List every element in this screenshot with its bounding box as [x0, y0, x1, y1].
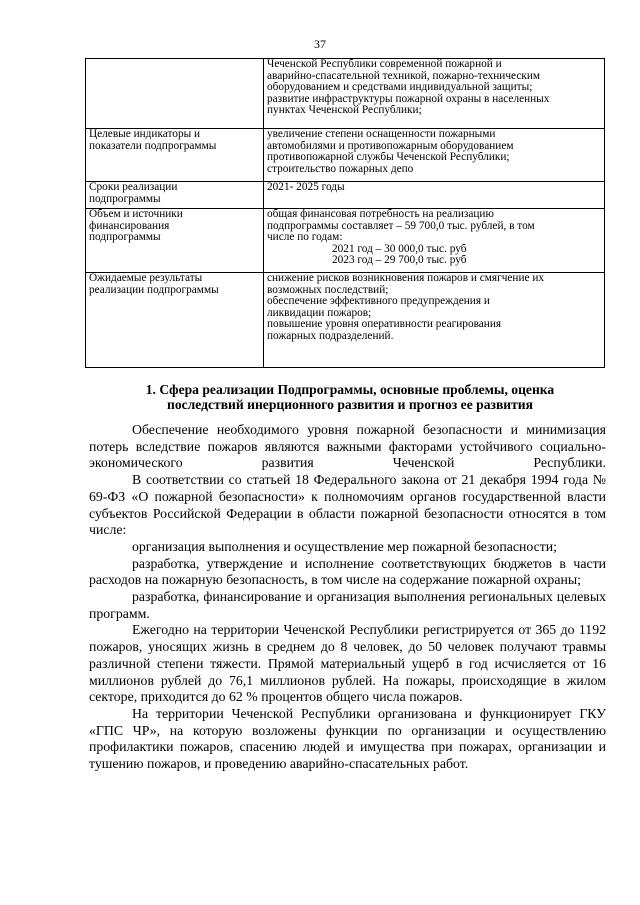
subprogram-passport-table [85, 58, 605, 368]
cell-text-line: автомобилями и противопожарным оборудованием [267, 140, 514, 152]
cell-text-line: обеспечение эффективного предупреждения и [267, 296, 490, 308]
cell-text-line: реализации подпрограммы [89, 284, 219, 296]
cell-text-line: пожарных подразделений. [267, 330, 394, 342]
table-row [86, 209, 605, 273]
cell-text-line: увеличение степени оснащенности пожарными [267, 129, 496, 140]
paragraph: организация выполнения и осуществление мер пожарной безопасности; [132, 538, 557, 554]
table-cell-value [264, 209, 605, 273]
paragraph: На территории Чеченской Республики организована и функционирует ГКУ «ГПС ЧР», на которую возложены функции по организации и осуществлению профилактики пожаров, спасению людей и имущества при пожарах, организации и тушению пожаров, и проведению аварийно-спасательных работ. [89, 705, 606, 772]
table-cell-value [264, 59, 605, 129]
cell-text-line: ликвидации пожаров; [267, 307, 372, 319]
cell-text-line: строительство пожарных депо [267, 163, 414, 175]
cell-text-line: числе по годам: [267, 232, 343, 244]
table-row [86, 273, 605, 368]
section-heading-line: последствий инерционного развития и прогноз ее развития [166, 396, 533, 412]
cell-text-line: финансирования [89, 220, 170, 232]
body-text [89, 422, 606, 773]
table-row [86, 59, 605, 129]
paragraph: Обеспечение необходимого уровня пожарной безопасности и минимизация потерь вследствие пожаров являются важными факторами устойчивого социально-экономического развития Чеченской Республики. [89, 422, 606, 471]
cell-text-line: Сроки реализации [89, 182, 178, 193]
cell-text-line: Объем и источники [89, 209, 183, 220]
table-cell-label [86, 209, 264, 273]
cell-text-line: повышение уровня оперативности реагирования [267, 319, 502, 331]
table-cell-label [86, 273, 264, 368]
paragraph: Ежегодно на территории Чеченской Республики регистрируется от 365 до 1192 пожаров, уносящих жизнь в среднем до 8 человек, до 50 человек получают травмы различной степени тяжести. Прямой материальный ущерб в год исчисляется от 16 миллионов рублей до 76,1 миллионов рублей. На пожары, происходящие в жилом секторе, приходится до 62 % процентов общего числа пожаров. [89, 622, 606, 705]
cell-text-line: Чеченской Республики современной пожарной и [267, 59, 502, 70]
cell-text-line: показатели подпрограммы [89, 140, 217, 152]
cell-text-line: подпрограммы [89, 232, 161, 244]
cell-text-line: Ожидаемые результаты [89, 273, 203, 284]
paragraph: разработка, утверждение и исполнение соответствующих бюджетов в части расходов на пожарную безопасность, в том числе на содержание пожарной охраны; [89, 555, 606, 588]
table-row [86, 129, 605, 182]
table-cell-label [86, 182, 264, 209]
cell-text-line: 2023 год – 29 700,0 тыс. руб [332, 255, 467, 267]
cell-text-line: Целевые индикаторы и [89, 129, 201, 140]
cell-text-line: подпрограммы [89, 193, 161, 205]
cell-text-line: общая финансовая потребность на реализацию [267, 209, 494, 220]
cell-text-line: снижение рисков возникновения пожаров и смягчение их [267, 273, 545, 284]
cell-text-line: противопожарной службы Чеченской Республики; [267, 152, 510, 164]
section-heading [90, 383, 610, 412]
table-row [86, 182, 605, 209]
page-number: 37 [314, 37, 326, 51]
section-heading-line: 1. Сфера реализации Подпрограммы, основные проблемы, оценка [145, 382, 555, 397]
cell-text-line: 2021 год – 30 000,0 тыс. руб [332, 243, 467, 255]
table-cell-label [86, 59, 264, 129]
paragraph: разработка, финансирование и организация выполнения региональных целевых программ. [89, 589, 606, 621]
table-cell-label [86, 129, 264, 182]
cell-text-line: подпрограммы составляет – 59 700,0 тыс. рублей, в том [267, 220, 535, 232]
table-cell-value [264, 273, 605, 368]
cell-text-line: развитие инфраструктуры пожарной охраны в населенных [267, 93, 550, 105]
cell-text-line: 2021- 2025 годы [267, 182, 345, 193]
paragraph: В соответствии со статьей 18 Федерального закона от 21 декабря 1994 года № 69-ФЗ «О пожарной безопасности» к полномочиям органов государственной власти субъектов Российской Федерации в области пожарной безопасности относятся в том числе: [89, 472, 606, 538]
cell-text-line: оборудованием и средствами индивидуальной защиты; [267, 82, 533, 94]
cell-text-line: пунктах Чеченской Республики; [267, 105, 422, 117]
cell-text-line: аварийно-спасательной техникой, пожарно-техническим [267, 70, 541, 82]
table-cell-value [264, 129, 605, 182]
table-cell-value [264, 182, 605, 209]
cell-text-line: возможных последствий; [267, 284, 389, 296]
